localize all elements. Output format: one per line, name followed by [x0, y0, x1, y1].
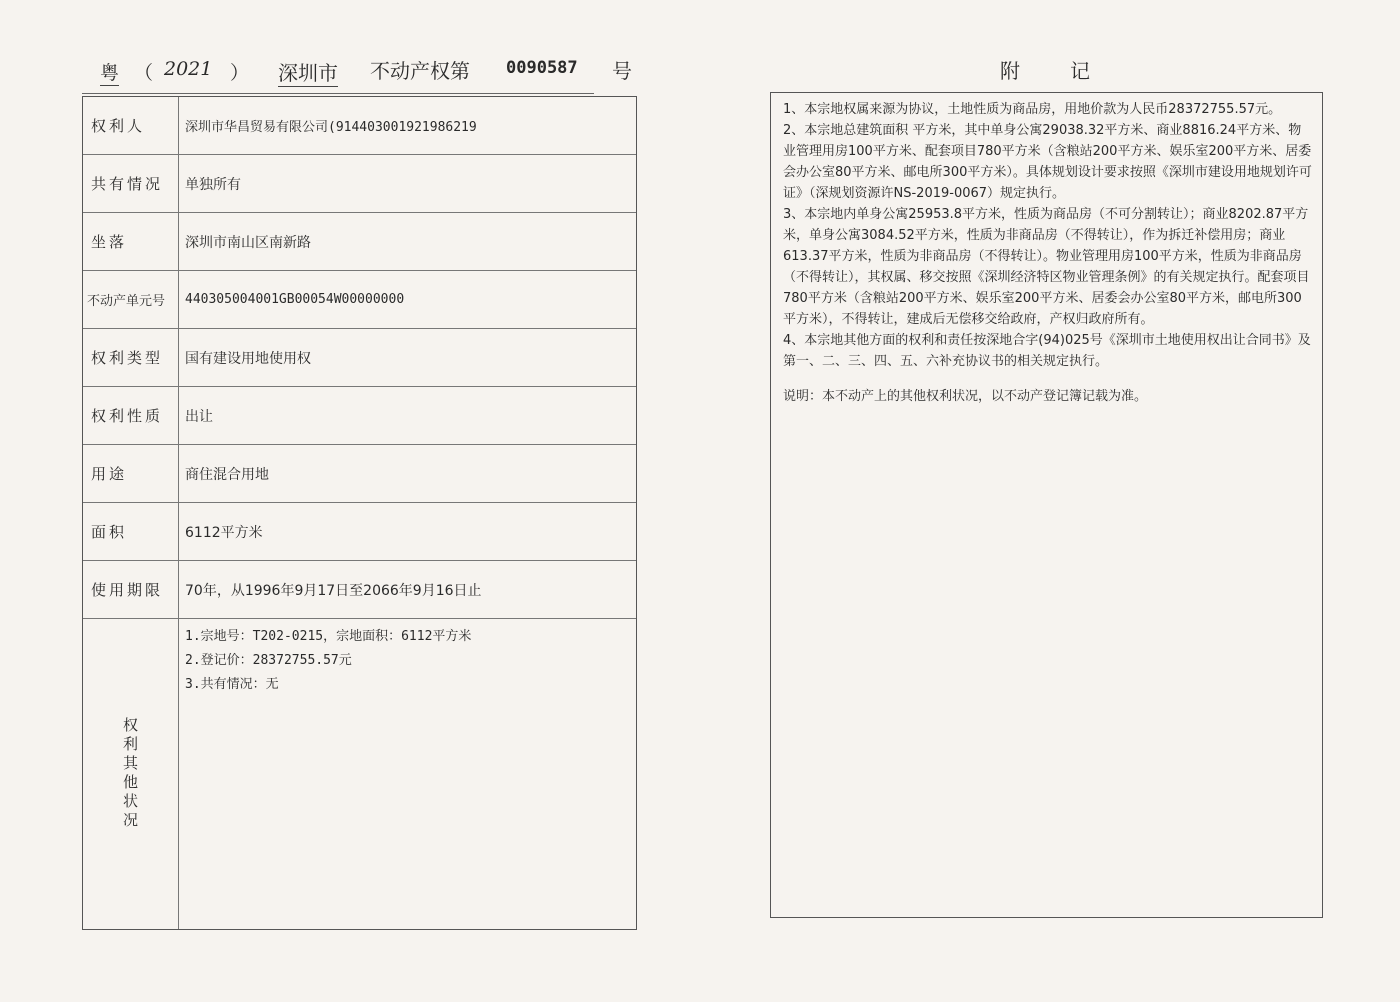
annex-paragraph: 1、本宗地权属来源为协议，土地性质为商品房，用地价款为人民币28372755.57元。: [783, 102, 1282, 117]
table-row: [83, 445, 636, 503]
row-label: 坐落: [83, 213, 179, 270]
row-label: 权利其他状况: [83, 619, 179, 929]
row-label: 用途: [83, 445, 179, 502]
annex-title: 附记: [1000, 59, 1140, 83]
row-label: 权利性质: [83, 387, 179, 444]
row-label: 面积: [83, 503, 179, 560]
certificate-header: [82, 52, 642, 92]
table-row: [83, 561, 636, 619]
paren-open: （: [134, 62, 154, 84]
table-row: [83, 387, 636, 445]
table-row: [83, 155, 636, 213]
region-prefix: 粤: [100, 58, 119, 86]
table-row: [83, 271, 636, 329]
row-value: 商住混合用地: [185, 466, 269, 483]
table-row: [83, 213, 636, 271]
row-label: 使用期限: [83, 561, 179, 618]
row-label: 权利人: [83, 97, 179, 154]
property-table: [82, 96, 637, 930]
row-value: 70年，从1996年9月17日至2066年9月16日止: [185, 582, 482, 599]
annex-paragraph: 2、本宗地总建筑面积 平方米，其中单身公寓29038.32平方米、商业8816.24平方米、物业管理用房100平方米、配套项目780平方米（含粮站200平方米、娱乐室200平方米、居委会办公室80平方米、邮电所300平方米）。具体规划设计要求按照《深圳市建设用地规划许可证》（深规划资源许NS-2019-0067）规定执行。: [783, 123, 1312, 201]
row-value: [179, 619, 636, 929]
annex-box: [770, 92, 1323, 918]
paren-close: ）: [230, 62, 250, 84]
other-status-line: 1.宗地号：T202-0215，宗地面积：6112平方米: [185, 629, 472, 644]
annex-paragraph: 3、本宗地内单身公寓25953.8平方米，性质为商品房（不可分割转让）；商业8202.87平方米，单身公寓3084.52平方米，性质为非商品房（不得转让），作为拆迁补偿用房；商业613.37平方米，性质为非商品房（不得转让）。物业管理用房100平方米，性质为非商品房（不得转让），其权属、移交按照《深圳经济特区物业管理条例》的有关规定执行。配套项目780平方米（含粮站200平方米、娱乐室200平方米、居委会办公室80平方米，邮电所300平方米），不得转让，建成后无偿移交给政府，产权归政府所有。: [783, 207, 1310, 327]
table-row: [83, 503, 636, 561]
row-label: 共有情况: [83, 155, 179, 212]
other-status-line: 2.登记价：28372755.57元: [185, 653, 352, 668]
certificate-city: 深圳市: [278, 57, 338, 87]
row-label: 不动产单元号: [83, 271, 179, 328]
row-label: 权利类型: [83, 329, 179, 386]
table-row: [83, 329, 636, 387]
row-value: 出让: [185, 408, 213, 425]
row-value: 深圳市南山区南新路: [185, 234, 311, 251]
row-value: 深圳市华昌贸易有限公司(914403001921986219: [185, 120, 477, 135]
certificate-year: 2021: [164, 58, 213, 80]
row-value: 国有建设用地使用权: [185, 350, 311, 367]
annex-note: 说明：本不动产上的其他权利状况，以不动产登记簿记载为准。: [783, 389, 1148, 404]
row-value: 单独所有: [185, 176, 241, 193]
row-value: 6112平方米: [185, 524, 263, 541]
other-status-line: 3.共有情况：无: [185, 677, 279, 692]
certificate-suffix: 号: [612, 59, 632, 83]
header-rule: [82, 93, 594, 94]
certificate-number: 0090587: [506, 58, 578, 78]
table-row-other-status: [83, 619, 636, 929]
certificate-type: 不动产权第: [370, 59, 470, 83]
annex-paragraph: 4、本宗地其他方面的权利和责任按深地合字(94)025号《深圳市土地使用权出让合同书》及第一、二、三、四、五、六补充协议书的相关规定执行。: [783, 333, 1311, 369]
table-row: [83, 97, 636, 155]
right-page: [700, 0, 1400, 1002]
row-value: 440305004001GB00054W00000000: [185, 292, 405, 307]
